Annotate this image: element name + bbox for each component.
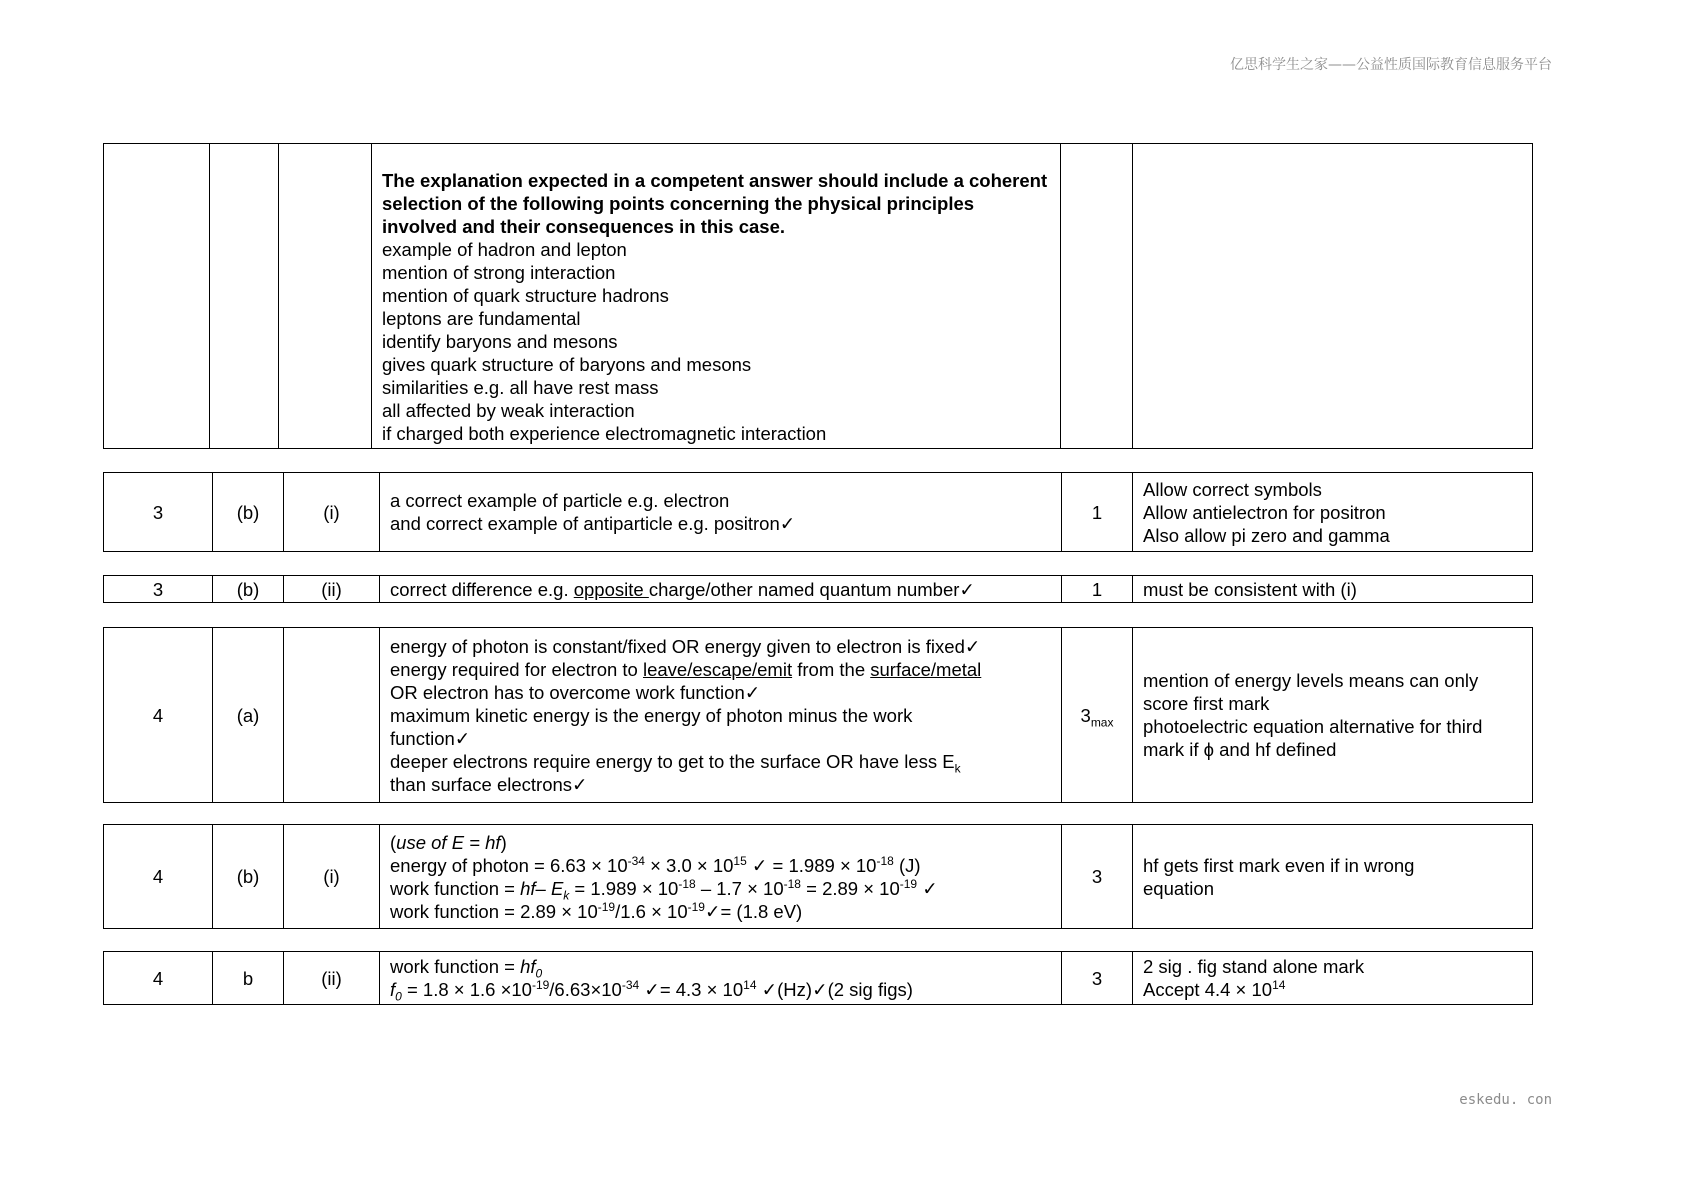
answer-cell: [380, 628, 1062, 803]
subpart-cell: [279, 144, 372, 449]
answer-cell: [372, 144, 1061, 449]
answer-line: energy required for electron to leave/escape/emit from the surface/metal: [390, 658, 982, 680]
part-cell: (b): [213, 473, 284, 552]
marks-cell: 3: [1062, 952, 1133, 1005]
markscheme-table-4a: [103, 627, 1533, 803]
marks-cell: 3: [1062, 825, 1133, 929]
underlined-text: opposite: [573, 578, 649, 600]
answer-line: work function = $2.89 \times 10^{-19}/1.6$ × $10^{-19}✓= (1.8$ eV): [390, 899, 803, 922]
answer-line: than surface electrons✓: [390, 773, 588, 795]
underlined-text: leave/escape/emit: [642, 658, 793, 680]
answer-cell: [380, 825, 1062, 929]
subpart-cell: (ii): [284, 576, 380, 603]
marks-cell: 1: [1062, 576, 1133, 603]
answer-line: energy of photon is constant/fixed OR energy given to electron is fixed✓: [390, 635, 981, 657]
answer-cell: [380, 576, 1062, 603]
footer-site-url: eskedu. con: [1459, 1092, 1552, 1108]
answer-line: work function = hf– $E_k = 1.989 \times 10^{-18} - 1.7 \times 10^{-18} = 2.89 \times 10^{-19}$ ✓: [390, 876, 938, 903]
guidance-line: equation: [1143, 877, 1214, 899]
answer-point: if charged both experience electromagnetic interaction: [382, 423, 827, 444]
guidance-cell: must be consistent with (i): [1133, 576, 1533, 603]
answer-line: function✓: [390, 727, 471, 749]
subpart-cell: (ii): [284, 952, 380, 1005]
markscheme-table-3bi: [103, 472, 1533, 552]
part-cell: (b): [213, 576, 284, 603]
subpart-cell: (i): [284, 473, 380, 552]
marks-cell: $3_{max}$: [1062, 628, 1133, 803]
subpart-cell: [284, 628, 380, 803]
header-site-text: 亿思科学生之家——公益性质国际教育信息服务平台: [1230, 57, 1552, 73]
guidance-line: mention of energy levels means can only: [1143, 670, 1479, 691]
guidance-cell: [1133, 473, 1533, 552]
markscheme-table-continuation: [103, 143, 1533, 449]
guidance-cell: [1133, 952, 1533, 1005]
subpart-cell: (i): [284, 825, 380, 929]
part-cell: [210, 144, 279, 449]
part-cell: b: [213, 952, 284, 1005]
guidance-line: Also allow pi zero and gamma: [1143, 524, 1390, 546]
answer-line: correct difference e.g. opposite charge/other named quantum number✓: [390, 578, 975, 600]
answer-line: (use of E = hf): [390, 831, 507, 853]
question-cell: 3: [104, 576, 213, 603]
part-cell: (a): [213, 628, 284, 803]
answer-point: mention of quark structure hadrons: [382, 285, 669, 306]
guidance-line: score first mark: [1143, 693, 1270, 714]
answer-point: example of hadron and lepton: [382, 239, 627, 260]
guidance-line: 2 sig . fig stand alone mark: [1143, 956, 1365, 977]
answer-line: maximum kinetic energy is the energy of photon minus the work: [390, 704, 913, 726]
underlined-text: surface/metal: [870, 658, 982, 680]
answer-point: mention of strong interaction: [382, 262, 616, 283]
question-cell: 3: [104, 473, 213, 552]
guidance-cell: [1133, 825, 1533, 929]
guidance-line: Allow antielectron for positron: [1143, 501, 1386, 523]
guidance-cell: [1133, 144, 1533, 449]
markscheme-table-3bii: [103, 575, 1533, 603]
answer-line: energy of photon = $6.63 \times 10^{-34} \times 3.0 \times 10^{15}$ ✓ = $1.989 \times 10^{-18}$ (J): [390, 853, 921, 876]
question-cell: [104, 144, 210, 449]
guidance-line: hf gets first mark even if in wrong: [1143, 854, 1415, 876]
markscheme-table-4bii: [103, 951, 1533, 1005]
answer-point: all affected by weak interaction: [382, 400, 635, 421]
answer-line: $f_0 = 1.8 \times 1.6 \times 10^{-19}/6.63\times 10^{-34}$ ✓= $4.3 \times 10^{14}$ ✓(Hz)✓(2 sig figs): [390, 977, 913, 1004]
answer-line: work function = $hf_0$: [390, 956, 543, 981]
answer-point: similarities e.g. all have rest mass: [382, 377, 659, 398]
answer-line: a correct example of particle e.g. electron: [390, 490, 730, 511]
question-cell: 4: [104, 628, 213, 803]
answer-line: OR electron has to overcome work function✓: [390, 681, 761, 703]
guidance-line: Accept $4.4 \times 10^{14}$: [1143, 977, 1286, 1000]
answer-cell: [380, 473, 1062, 552]
marks-cell: 1: [1062, 473, 1133, 552]
markscheme-table-4bi: [103, 824, 1533, 929]
answer-line: deeper electrons require energy to get to the surface OR have less $E_k$: [390, 750, 961, 776]
answer-cell: [380, 952, 1062, 1005]
answer-intro: The explanation expected in a competent answer should include a coherent selection of the following points concerning the physical principles involved and their consequences in this case.: [382, 170, 1048, 237]
marks-cell: [1061, 144, 1133, 449]
answer-point: gives quark structure of baryons and mesons: [382, 354, 752, 375]
answer-point: identify baryons and mesons: [382, 331, 618, 352]
answer-line: and correct example of antiparticle e.g. positron✓: [390, 513, 796, 534]
guidance-line: Allow correct symbols: [1143, 478, 1322, 500]
answer-point: leptons are fundamental: [382, 308, 581, 329]
question-cell: 4: [104, 825, 213, 929]
guidance-line: mark if ϕ and hf defined: [1143, 739, 1337, 760]
part-cell: (b): [213, 825, 284, 929]
guidance-line: photoelectric equation alternative for third: [1143, 716, 1483, 737]
guidance-cell: [1133, 628, 1533, 803]
question-cell: 4: [104, 952, 213, 1005]
